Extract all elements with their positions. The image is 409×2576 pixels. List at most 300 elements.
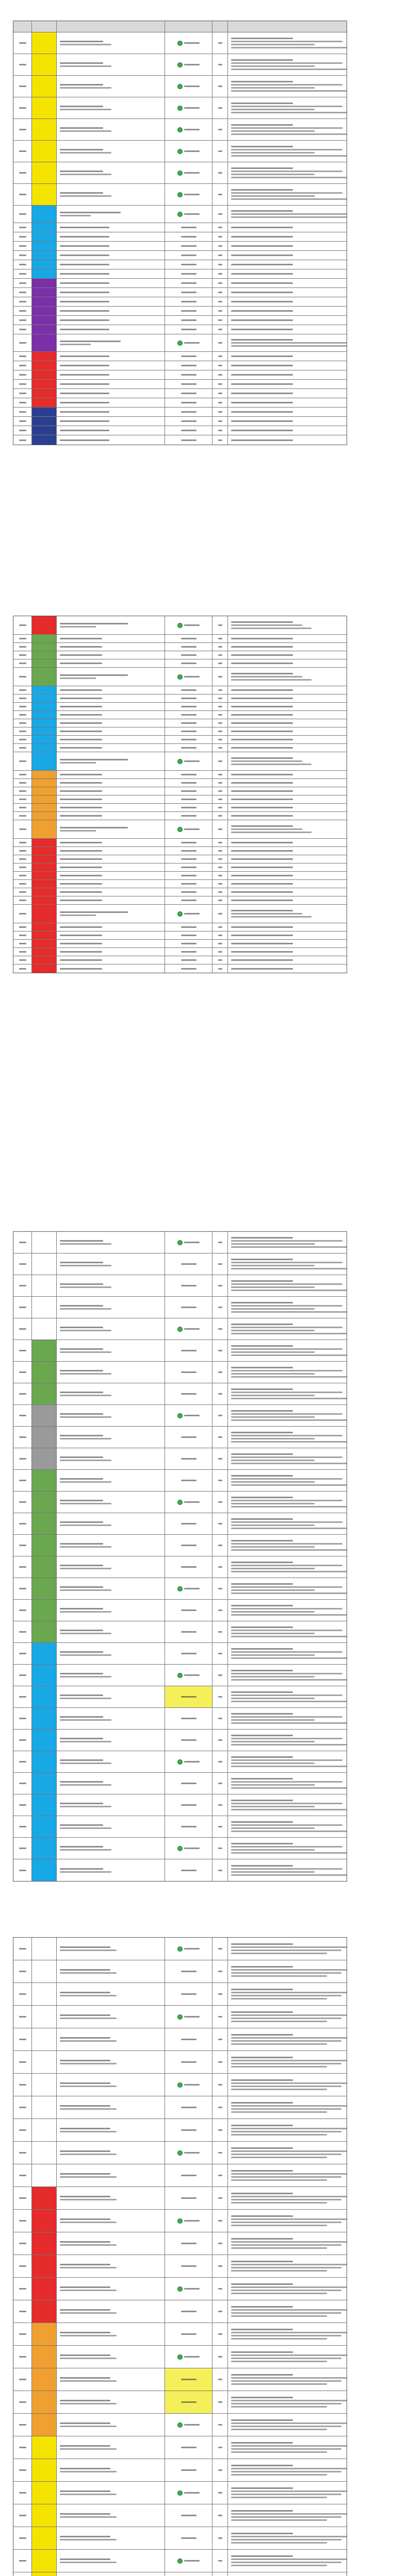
description-cell [57,408,165,416]
text-placeholder [231,757,293,759]
color-swatch [32,426,56,435]
row-id-cell [13,1643,32,1664]
row-id-cell [13,888,32,896]
color-swatch-cell [32,719,57,727]
color-swatch [32,1730,56,1751]
color-swatch [32,651,56,659]
text-placeholder [181,310,197,312]
color-swatch-cell [32,820,57,838]
text-placeholder [181,355,197,357]
text-placeholder [19,968,26,970]
text-placeholder [218,774,222,775]
count-cell [212,297,228,306]
note-cell [228,872,347,879]
text-placeholder [60,402,109,403]
count-cell [212,1816,228,1837]
count-cell [212,787,228,795]
text-placeholder [19,2265,26,2267]
text-placeholder [231,774,293,775]
color-swatch-cell [32,787,57,795]
text-placeholder [19,2560,26,2562]
text-placeholder [19,698,26,699]
text-placeholder [218,913,222,914]
table-row [13,1794,347,1816]
description-cell [57,1253,165,1275]
text-placeholder [231,192,342,194]
text-placeholder [181,689,197,691]
text-placeholder [181,1350,197,1351]
text-placeholder [218,42,222,44]
text-placeholder [181,1307,197,1308]
bonus-cell [165,771,212,778]
text-placeholder [231,1735,293,1736]
bonus-cell [165,242,212,250]
note-cell [228,1492,347,1513]
description-cell [57,940,165,947]
text-placeholder [19,913,26,914]
table-row [13,380,347,389]
color-swatch [32,1665,56,1686]
text-placeholder [231,1305,342,1307]
text-placeholder [60,1824,103,1826]
text-placeholder [19,227,26,228]
note-cell [228,288,347,297]
color-swatch-cell [32,1427,57,1448]
text-placeholder [231,2358,341,2359]
text-placeholder [218,2333,222,2335]
row-id-cell [13,923,32,931]
count-cell [212,905,228,923]
description-cell [57,223,165,232]
color-swatch-cell [32,711,57,719]
bonus-cell [165,1470,212,1491]
text-placeholder [218,1609,222,1611]
count-cell [212,162,228,183]
count-cell [212,1405,228,1426]
table-row [13,771,347,779]
row-id-cell [13,2232,32,2255]
text-placeholder [231,1478,342,1480]
text-placeholder [60,2173,110,2175]
text-placeholder [231,1868,342,1870]
text-placeholder [19,1739,26,1741]
text-placeholder [181,329,197,330]
text-placeholder [231,722,293,724]
count-cell [212,863,228,871]
row-id-cell [13,1535,32,1556]
text-placeholder [218,2379,222,2380]
table-row [13,1535,347,1556]
bonus-cell [165,703,212,710]
color-swatch-cell [32,260,57,269]
gem-icon [177,1240,183,1245]
text-placeholder [60,344,91,345]
text-placeholder [19,439,26,441]
text-placeholder [184,2152,200,2154]
row-id-cell [13,744,32,752]
table-row [13,643,347,651]
bonus-cell [165,2550,212,2572]
row-id-cell [13,1513,32,1534]
count-cell [212,54,228,75]
text-placeholder [218,935,222,936]
text-placeholder [184,1588,200,1589]
text-placeholder [218,1948,222,1950]
table-row [13,1665,347,1686]
text-placeholder [19,689,26,691]
color-swatch-cell [32,2278,57,2300]
bonus-cell [165,727,212,735]
text-placeholder [60,2558,110,2560]
text-placeholder [231,1943,293,1945]
count-cell [212,923,228,931]
text-placeholder [60,1759,103,1761]
text-placeholder [184,1328,200,1330]
text-placeholder [60,1351,111,1353]
color-swatch-cell [32,2527,57,2549]
row-id-cell [13,389,32,398]
text-placeholder [218,329,222,330]
color-swatch-cell [32,398,57,407]
count-cell [212,223,228,232]
text-placeholder [231,1803,342,1804]
row-id-cell [13,1794,32,1816]
bonus-cell [165,1297,212,1318]
color-swatch-cell [32,752,57,770]
gem-icon [177,341,183,346]
text-placeholder [231,1432,293,1433]
text-placeholder [60,1806,111,1807]
count-cell [212,1535,228,1556]
table-row [13,2436,347,2459]
note-cell [228,307,347,315]
color-swatch [32,2550,56,2572]
note-cell [228,260,347,269]
table-row [13,1686,347,1708]
text-placeholder [231,2542,327,2544]
note-cell [228,251,347,260]
table-row [13,352,347,361]
description-cell [57,141,165,162]
text-placeholder [231,2218,347,2220]
note-cell [228,1794,347,1816]
text-placeholder [231,1787,347,1789]
description-cell [57,771,165,778]
count-cell [212,2572,228,2576]
text-placeholder [218,227,222,228]
text-placeholder [60,747,102,749]
bonus-cell [165,736,212,743]
color-swatch-cell [32,2232,57,2255]
text-placeholder [181,2333,197,2335]
description-cell [57,1643,165,1664]
text-placeholder [60,2426,117,2427]
text-placeholder [60,1286,111,1288]
description-cell [57,616,165,634]
color-swatch [32,1938,56,1960]
text-placeholder [231,1651,342,1653]
note-cell [228,795,347,803]
text-placeholder [231,2261,293,2262]
text-placeholder [60,1654,111,1656]
text-placeholder [218,236,222,238]
description-cell [57,1859,165,1881]
text-placeholder [60,1784,111,1786]
note-cell [228,863,347,871]
bonus-cell [165,2051,212,2073]
note-cell [228,1405,347,1426]
text-placeholder [19,654,26,656]
text-placeholder [231,2244,341,2246]
text-placeholder [181,430,197,431]
color-swatch-cell [32,847,57,855]
text-placeholder [60,2335,117,2336]
row-id-cell [13,408,32,416]
text-placeholder [218,2492,222,2494]
gem-icon [177,623,183,628]
bonus-cell [165,2300,212,2323]
text-placeholder [231,2426,341,2427]
text-placeholder [231,1648,293,1650]
text-placeholder [218,1350,222,1351]
text-placeholder [60,1611,111,1613]
color-swatch [32,2482,56,2504]
color-swatch-cell [32,643,57,651]
color-swatch [32,2006,56,2028]
bonus-cell [165,76,212,97]
color-swatch [32,2459,56,2481]
count-cell [212,1513,228,1534]
text-placeholder [231,1950,341,1951]
row-id-cell [13,297,32,306]
text-placeholder [218,213,222,215]
text-placeholder [60,790,102,792]
text-placeholder [231,2351,293,2353]
description-cell [57,1600,165,1621]
text-placeholder [231,2111,327,2113]
row-id-cell [13,2096,32,2119]
table-row [13,872,347,880]
color-swatch [32,408,56,416]
bonus-cell [165,651,212,659]
text-placeholder [231,112,347,113]
text-placeholder [19,1631,26,1633]
color-swatch-cell [32,223,57,232]
text-placeholder [218,676,222,677]
description-cell [57,1773,165,1794]
text-placeholder [231,2555,293,2557]
table-row [13,2028,347,2051]
description-cell [57,744,165,752]
count-cell [212,1232,228,1253]
table-section-1 [13,21,347,445]
gem-icon [177,2150,183,2156]
text-placeholder [19,150,26,152]
text-placeholder [181,1458,197,1460]
count-cell [212,325,228,334]
text-placeholder [60,1803,103,1804]
count-cell [212,736,228,743]
text-placeholder [60,714,102,716]
bonus-cell [165,659,212,667]
gem-icon [177,827,183,832]
table-row [13,948,347,956]
color-swatch-cell [32,635,57,642]
text-placeholder [60,1716,103,1718]
text-placeholder [60,1327,103,1328]
note-cell [228,635,347,642]
note-cell [228,2346,347,2368]
table-row [13,964,347,973]
table-row [13,2414,347,2436]
text-placeholder [19,430,26,431]
description-cell [57,2096,165,2119]
text-placeholder [231,152,315,154]
bonus-cell [165,97,212,118]
text-placeholder [231,1784,315,1786]
note-cell [228,2527,347,2549]
color-swatch [32,1535,56,1556]
color-swatch [32,2436,56,2459]
table-row [13,905,347,923]
text-placeholder [231,2125,293,2126]
table-row [13,1960,347,1983]
note-cell [228,76,347,97]
text-placeholder [231,146,293,147]
text-placeholder [231,943,293,944]
text-placeholder [19,951,26,953]
note-cell [228,668,347,686]
color-swatch [32,1275,56,1296]
table-row [13,97,347,119]
row-id-cell [13,964,32,973]
text-placeholder [60,623,128,624]
table-section-4 [13,1937,347,2576]
text-placeholder [181,774,197,775]
count-cell [212,1859,228,1881]
table-row [13,2164,347,2187]
text-placeholder [231,1262,342,1263]
table-row [13,703,347,711]
description-cell [57,923,165,931]
text-placeholder [19,2356,26,2358]
text-placeholder [60,799,102,800]
text-placeholder [231,1831,347,1832]
text-placeholder [231,1843,293,1844]
description-cell [57,1665,165,1686]
bonus-cell [165,316,212,325]
color-swatch-cell [32,1470,57,1491]
count-cell [212,880,228,888]
text-placeholder [184,213,200,215]
count-cell [212,948,228,956]
table-row [13,795,347,804]
bonus-cell [165,1340,212,1361]
text-placeholder [181,1718,197,1719]
table-row [13,288,347,297]
text-placeholder [181,255,197,256]
table-row [13,2096,347,2119]
text-placeholder [60,62,103,64]
text-placeholder [60,1283,103,1285]
description-cell [57,2391,165,2413]
color-swatch [32,2572,56,2576]
bonus-cell [165,260,212,269]
count-cell [212,2119,228,2141]
note-cell [228,297,347,306]
table-row [13,1578,347,1600]
row-id-cell [13,787,32,795]
text-placeholder [218,1436,222,1438]
text-placeholder [218,968,222,970]
table-row [13,2504,347,2527]
text-placeholder [231,1388,293,1390]
table-row [13,2187,347,2210]
text-placeholder [60,2082,110,2084]
text-placeholder [60,341,121,342]
row-id-cell [13,334,32,351]
text-placeholder [184,2492,200,2494]
text-placeholder [231,2222,341,2223]
text-placeholder [218,1415,222,1416]
count-cell [212,380,228,388]
description-cell [57,1960,165,1982]
text-placeholder [60,109,111,110]
text-placeholder [181,731,197,732]
bonus-cell [165,1535,212,1556]
text-placeholder [231,1691,293,1693]
text-placeholder [60,706,102,707]
description-cell [57,1513,165,1534]
text-placeholder [218,689,222,691]
note-cell [228,1275,347,1296]
text-placeholder [19,213,26,215]
text-placeholder [231,2082,347,2084]
text-placeholder [231,1463,347,1464]
row-id-cell [13,940,32,947]
text-placeholder [218,782,222,784]
color-swatch-cell [32,2572,57,2576]
text-placeholder [231,1246,347,1248]
text-placeholder [218,2515,222,2516]
text-placeholder [19,1566,26,1568]
text-placeholder [218,1674,222,1676]
text-placeholder [218,439,222,441]
text-placeholder [19,1993,26,1995]
count-cell [212,855,228,863]
text-placeholder [60,2539,117,2540]
text-placeholder [231,1395,315,1396]
bonus-cell [165,206,212,223]
bonus-cell [165,948,212,956]
color-swatch-cell [32,2482,57,2504]
text-placeholder [60,1481,111,1483]
text-placeholder [181,282,197,284]
text-placeholder [19,1848,26,1849]
color-swatch [32,288,56,297]
text-placeholder [60,1608,103,1609]
color-swatch-cell [32,162,57,183]
text-placeholder [231,1376,347,1378]
note-cell [228,361,347,370]
text-placeholder [231,402,293,403]
color-swatch [32,242,56,250]
text-placeholder [184,2356,200,2358]
bonus-cell [165,2278,212,2300]
text-placeholder [60,171,103,172]
count-cell [212,847,228,855]
text-placeholder [231,828,302,830]
